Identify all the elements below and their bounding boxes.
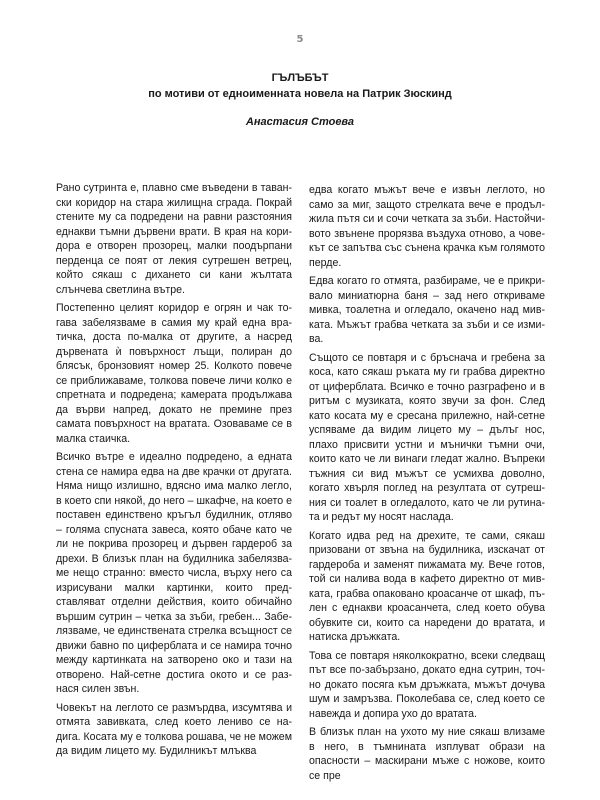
paragraph: Постепенно целият коридор е огрян и чак тогава забелязваме в самия му край една вратичка, доста по-малка от другите, а насред дървената ѝ повърхност лъщи, полиран до блясък, бронзовият номер 25. Колкото повече се приближаваме, толкова повече личи колко е спретната и подредена; камерата продължава да върви напред, докато не премине през самата повърхност на вратата. Озоваваме се в малка стаичка.: [56, 302, 292, 445]
right-text-column: [309, 183, 545, 787]
author-name: Анастасия Стоева: [245, 116, 355, 128]
paragraph: Всичко вътре е идеално подредено, а едната стена се намира едва на две крачки от другата. Няма нищо излишно, вдясно има малко легло, в което спи някой, до него – шкафче, на което е поставен единствено кръгъл будилник, отляво – голяма спусната завеса, която обаче като че ли не покрива прозорец и дървен гардероб за дрехи. В близък план на будилника забелязваме нещо странно: вместо числа, върху него са изрисувани малки картинки, които представляват отделни действия, които обичайно вършим сутрин – четка за зъби, гребен... Забелязваме, че единствената стрелка всъщност се движи бавно по циферблата и се намира точно между картинката на затворено око и тази на отворено. Най-сетне достига окото и се разнася силен звън.: [56, 451, 292, 695]
left-text-column: [56, 181, 292, 763]
paragraph: Това се повтаря няколкократно, всеки следващ път все по-забързано, докато една сутрин, точно докато посяга към дръжката, мъжът дочува шум и замръзва. Поколебава се, след което се навежда и допира ухо до вратата.: [309, 649, 545, 720]
paragraph: Човекът на леглото се размърдва, изсумтява и отмята завивката, след което лениво се надига. Косата му е толкова рошава, че не можем да видим лицето му. Будилникът млъква: [56, 701, 292, 757]
paragraph: едва когато мъжът вече е извън леглото, но само за миг, защото стрелката вече е продължила пътя си и сочи четката за зъби. Настойчивото звънене прорязва въздуха отново, а човекът се запътва със сънена крачка към голямото перде.: [309, 184, 545, 269]
story-title: ГЪЛЪБЪТ: [271, 72, 329, 84]
story-subtitle: по мотиви от едноименната новела на Патрик Зюскинд: [148, 88, 452, 100]
paragraph: Същото се повтаря и с бръснача и гребена за коса, като сякаш ръката му ги грабва директно от циферблата. Всичко е точно разграфено и в ритъм с музиката, която звучи за фон. След като косата му е сресана прилежно, най-сетне успяваме да видим лицето му – дълъг нос, плахо присвити устни и мънички тъмни очи, които като че ли винаги гледат жално. Въпреки тъжния си вид мъжът се усмихва доволно, когато хвърля поглед на резултата от сутрешния си тоалет в огледалото, като че ли рутината и редът му носят наслада.: [309, 351, 545, 523]
page-number: 5: [296, 34, 304, 45]
paragraph: Когато идва ред на дрехите, те сами, сякаш призовани от звъна на будилника, изскачат от гардероба и заменят пижамата му. Вече готов, той си налива вода в кафето директно от мивката, грабва опаковано кроасанче от шкаф, пълен с еднакви кроасанчета, след което обува обувките си, които са наредени до вратата, и натиска дръжката.: [309, 529, 545, 643]
paragraph: Едва когато го отмята, разбираме, че е прикривало миниатюрна баня – зад него откриваме мивка, тоалетна и огледало, окачено над мивката. Мъжът грабва четката за зъби и се измива.: [309, 275, 545, 345]
paragraph: Рано сутринта е, плавно сме въведени в тавански коридор на стара жилищна сграда. Покрай стените му са подредени на равни разстояния еднакви тъмни дървени врати. В края на коридора е отворен прозорец, малки поодърпани перденца се поят от лекия сутрешен ветрец, който сякаш с дихането си кани жълтата слънчева светлина вътре.: [56, 182, 292, 296]
paragraph: В близък план на ухото му ние сякаш влизаме в него, в тъмнината изплуват образи на опасности – маскирани мъже с ножове, които се пре: [309, 726, 545, 782]
